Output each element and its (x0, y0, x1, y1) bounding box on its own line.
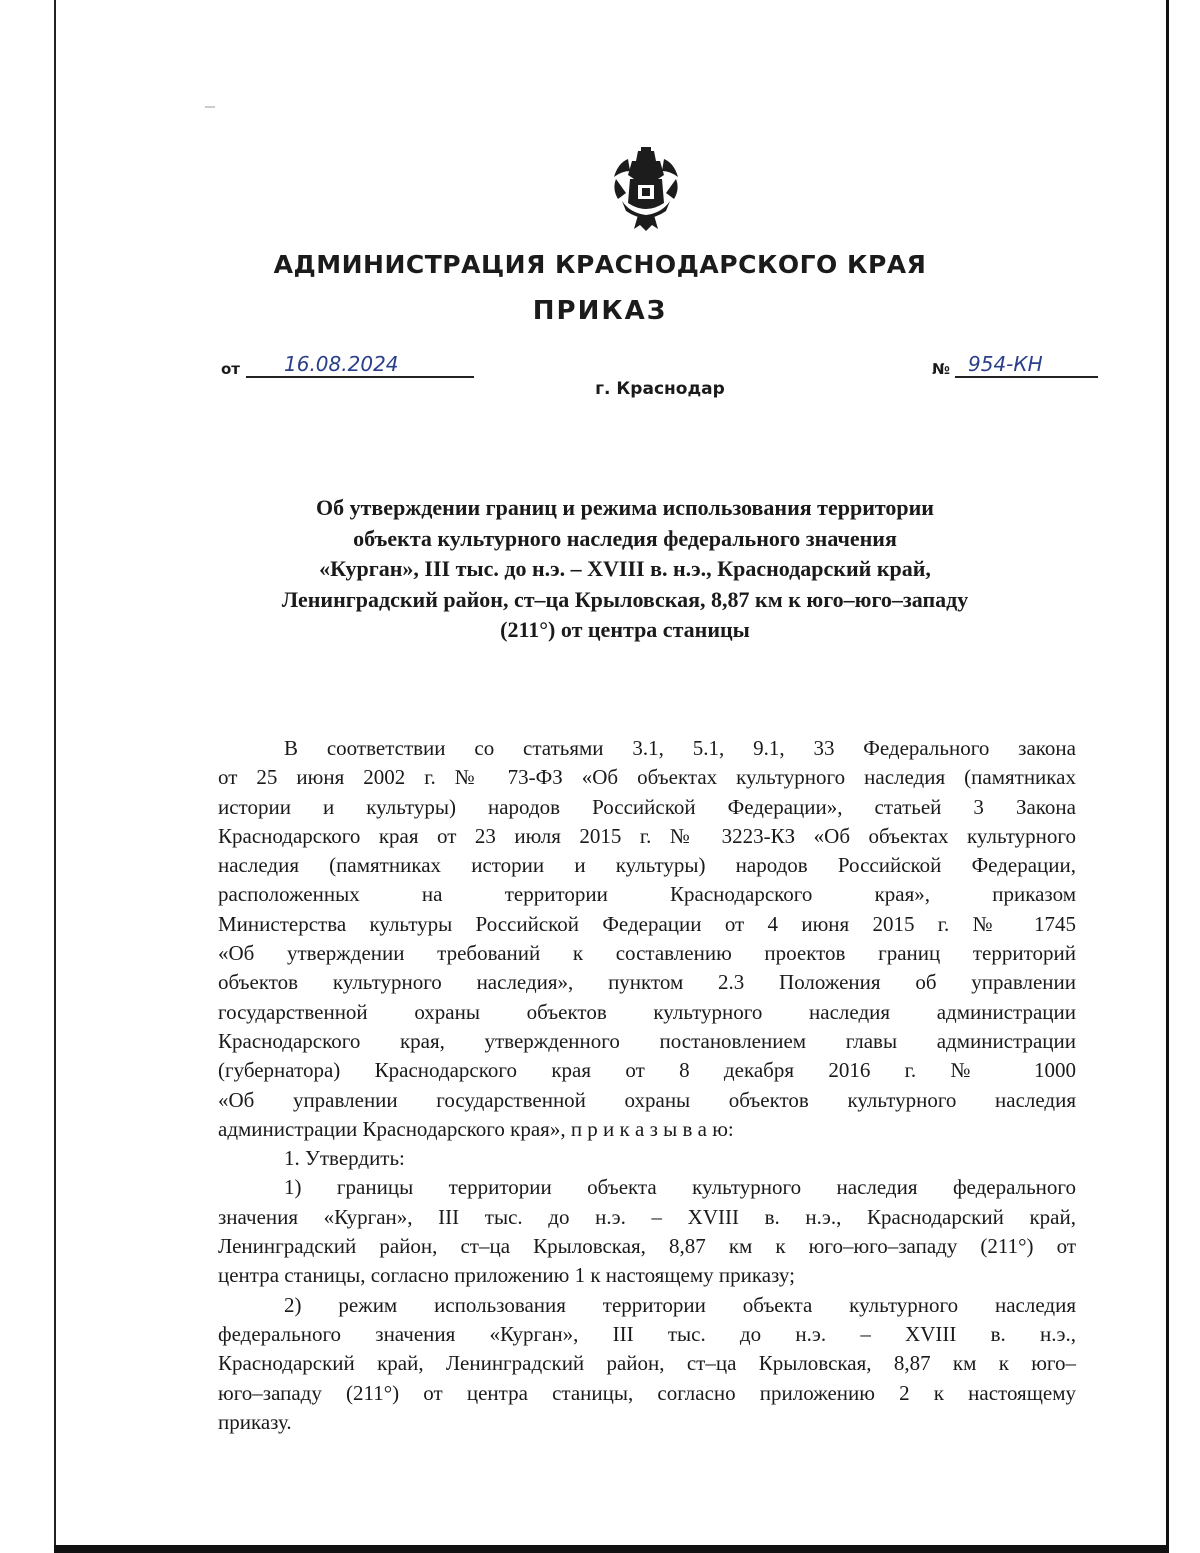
body-line: «Об управлении государственной охраны объектов культурного наследия (218, 1087, 1076, 1112)
number-underline (955, 376, 1098, 378)
body-text (218, 734, 1076, 1437)
title-line: (211°) от центра станицы (500, 617, 750, 642)
document-type: ПРИКАЗ (532, 296, 668, 326)
handwritten-date: 16.08.2024 (284, 352, 399, 376)
date-label: от (221, 360, 240, 378)
body-line: юго–западу (211°) от центра станицы, согласно приложению 2 к настоящему (218, 1380, 1076, 1405)
body-line: Министерства культуры Российской Федерации от 4 июня 2015 г. № 1745 (218, 911, 1076, 936)
organization-name: АДМИНИСТРАЦИЯ КРАСНОДАРСКОГО КРАЯ (273, 250, 927, 279)
scan-edge-right (1166, 0, 1169, 1553)
body-line: Краснодарского края от 23 июля 2015 г. № 3223-КЗ «Об объектах культурного (218, 823, 1076, 848)
body-line: объектов культурного наследия», пунктом 2.3 Положения об управлении (218, 970, 1076, 995)
body-line: федерального значения «Курган», III тыс. до н.э. – XVIII в. н.э., (218, 1321, 1076, 1346)
title-line: «Курган», III тыс. до н.э. – XVIII в. н.э., Краснодарский край, (319, 556, 931, 581)
body-line: истории и культуры) народов Российской Федерации», статьей 3 Закона (218, 794, 1076, 819)
body-line: (губернатора) Краснодарского края от 8 декабря 2016 г. № 1000 (218, 1058, 1076, 1083)
body-line: Краснодарского края, утвержденного постановлением главы администрации (218, 1028, 1076, 1053)
date-underline (246, 376, 474, 378)
body-line: от 25 июня 2002 г. № 73-ФЗ «Об объектах культурного наследия (памятниках (218, 765, 1076, 790)
coat-of-arms-icon (608, 145, 684, 231)
city-name: г. Краснодар (595, 379, 725, 399)
title-line: Об утверждении границ и режима использования территории (316, 495, 934, 520)
body-line: приказу. (218, 1409, 292, 1434)
body-line: «Об утверждении требований к составлению проектов границ территорий (218, 941, 1076, 966)
body-line: администрации Краснодарского края», п р и к а з ы в а ю: (218, 1116, 734, 1141)
body-line: центра станицы, согласно приложению 1 к настоящему приказу; (218, 1263, 795, 1288)
number-label: № (932, 360, 951, 378)
body-line: 2) режим использования территории объекта культурного наследия (284, 1292, 1076, 1317)
body-line: расположенных на территории Краснодарского края», приказом (218, 882, 1076, 907)
body-line: государственной охраны объектов культурного наследия администрации (218, 999, 1076, 1024)
handwritten-number: 954-КН (968, 352, 1043, 376)
scan-speck (205, 106, 215, 108)
body-line: 1. Утвердить: (284, 1146, 405, 1171)
title-line: объекта культурного наследия федерального значения (353, 525, 897, 551)
body-line: наследия (памятниках истории и культуры) народов Российской Федерации, (218, 853, 1076, 878)
body-line: Краснодарский край, Ленинградский район, ст–ца Крыловская, 8,87 км к юго– (218, 1351, 1076, 1376)
document-title (200, 493, 1050, 646)
scan-edge-left (54, 0, 56, 1553)
body-line: В соответствии со статьями 3.1, 5.1, 9.1, 33 Федерального закона (284, 736, 1076, 760)
body-line: 1) границы территории объекта культурного наследия федерального (284, 1175, 1076, 1200)
body-line: значения «Курган», III тыс. до н.э. – XVIII в. н.э., Краснодарский край, (218, 1204, 1076, 1229)
scan-edge-bottom (54, 1545, 1169, 1553)
body-line: Ленинградский район, ст–ца Крыловская, 8,87 км к юго–юго–западу (211°) от (218, 1234, 1076, 1259)
title-line: Ленинградский район, ст–ца Крыловская, 8,87 км к юго–юго–западу (281, 586, 969, 612)
